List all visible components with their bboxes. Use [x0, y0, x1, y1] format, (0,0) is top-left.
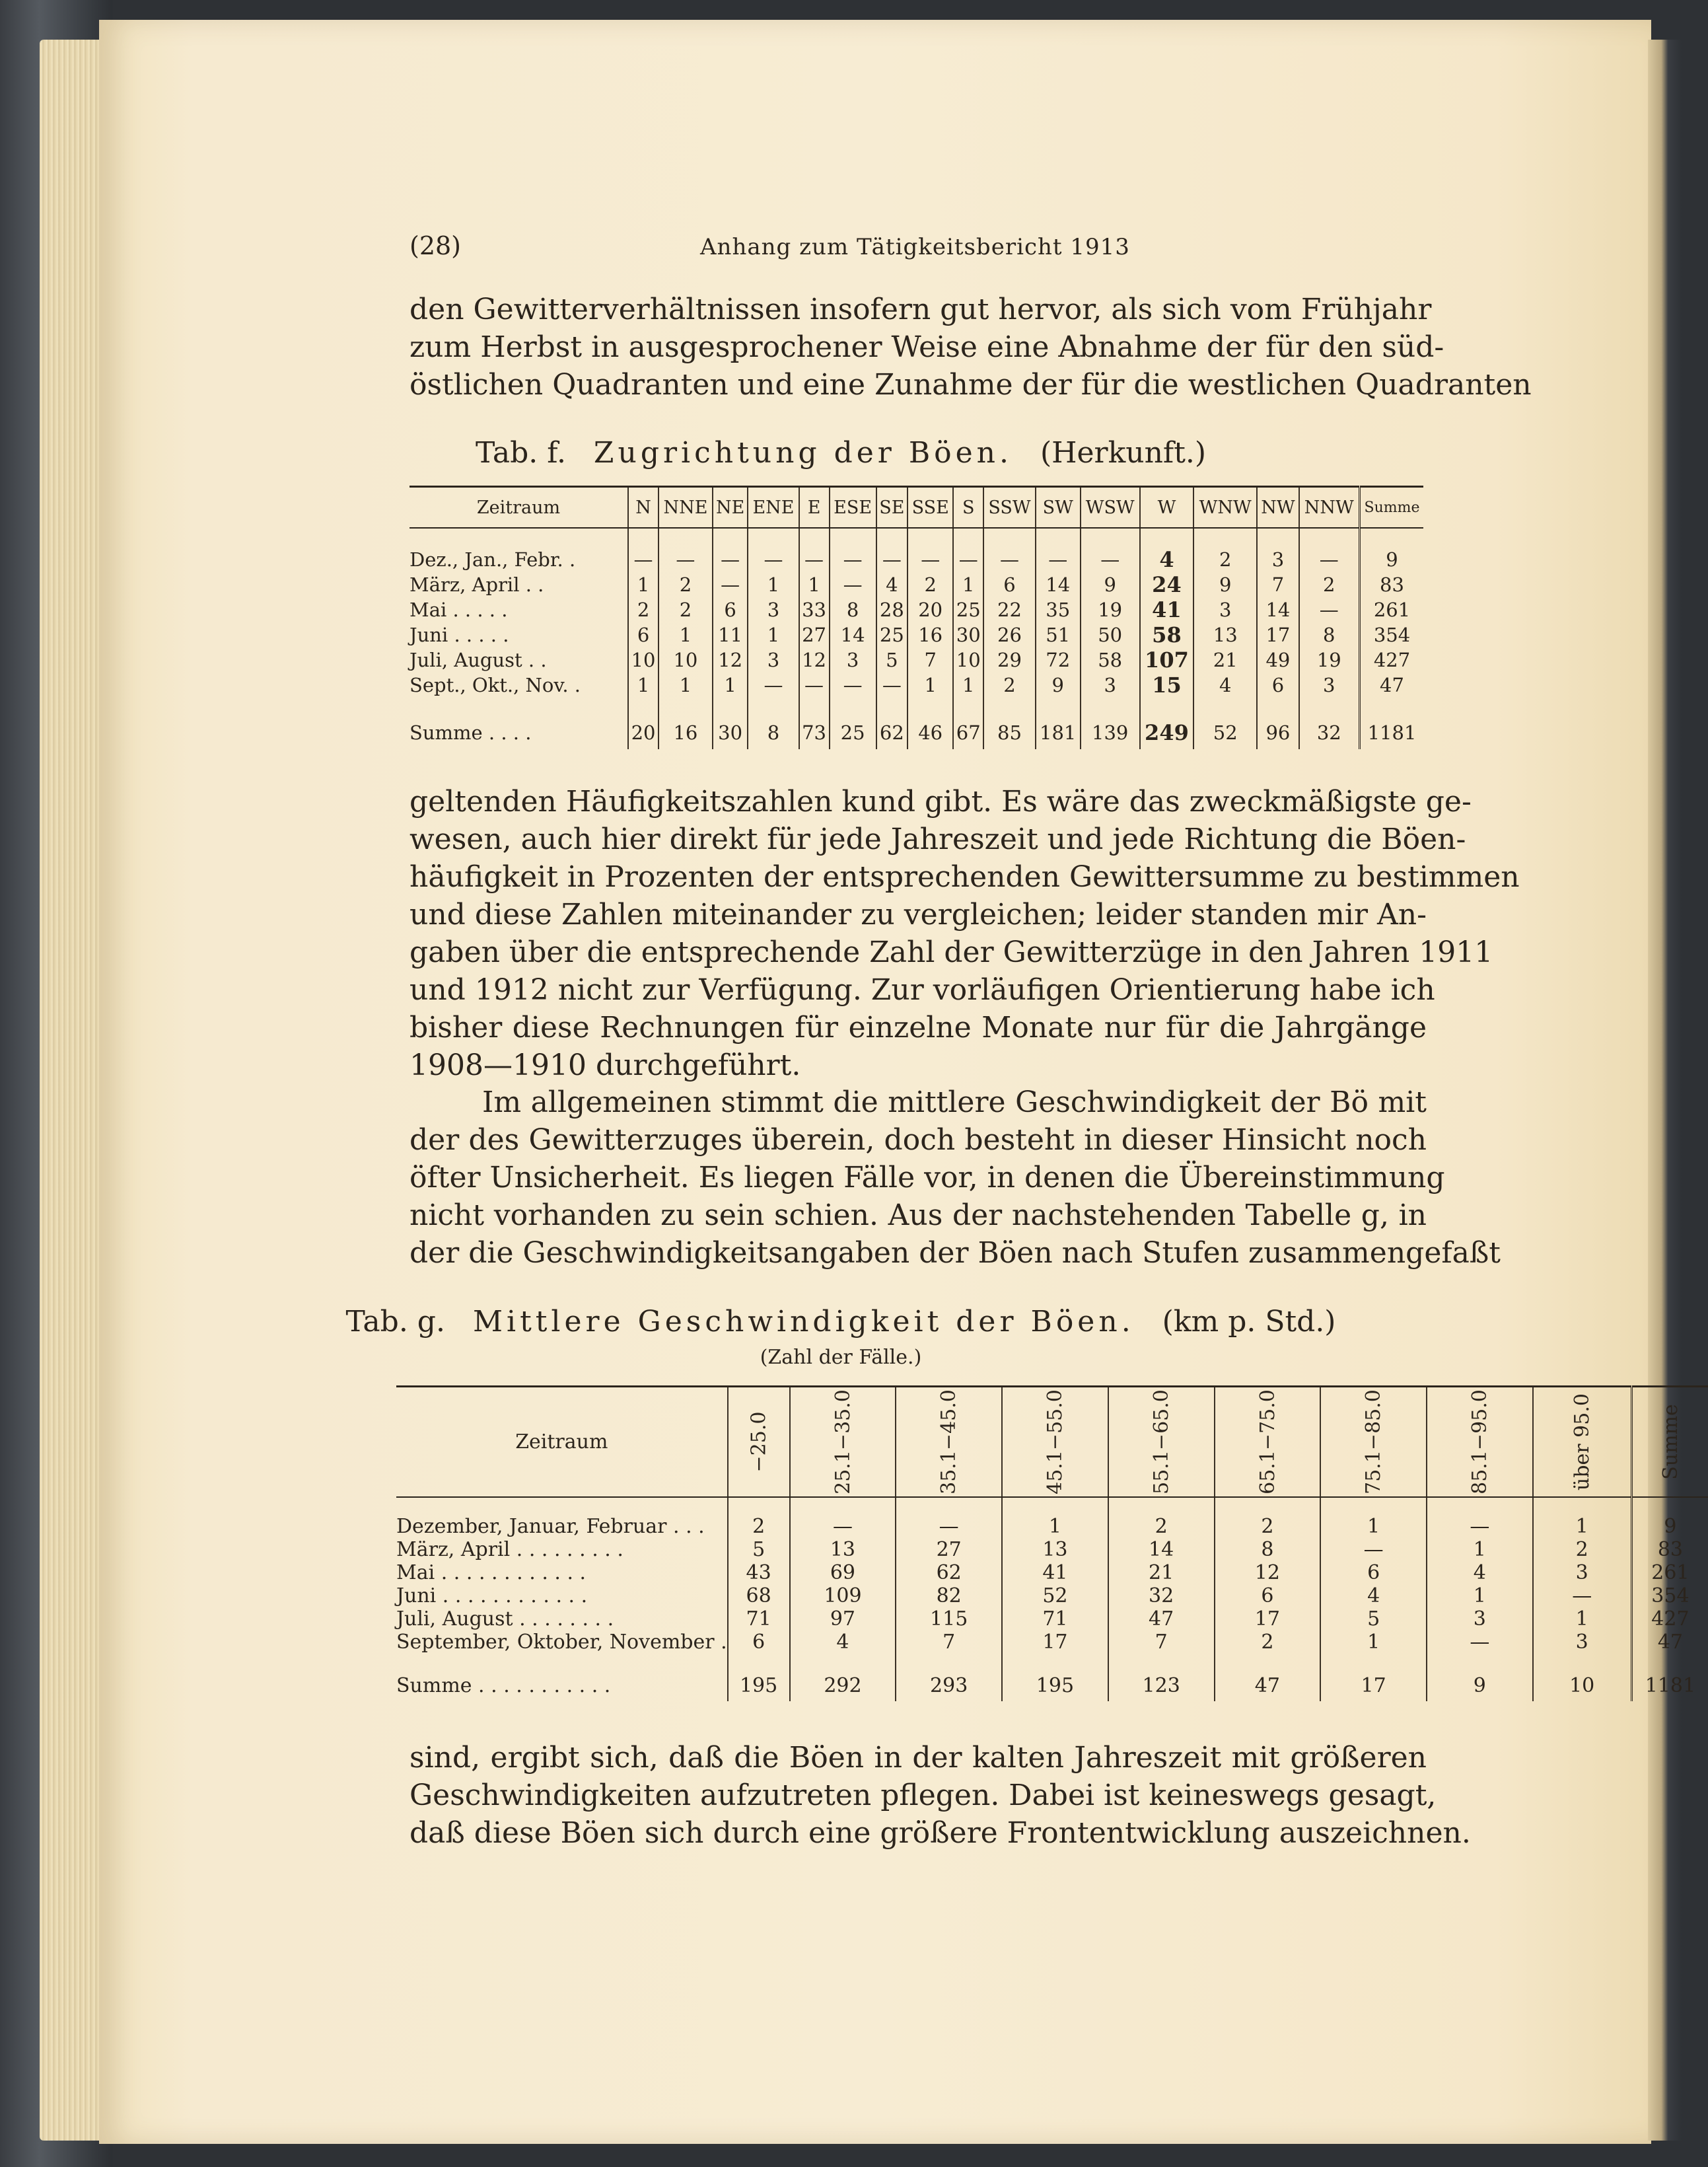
table-cell: —: [953, 528, 983, 572]
table-cell: —: [1081, 528, 1140, 572]
row-period-label: März, April . . . . . . . . .: [396, 1538, 623, 1561]
table-total-row: [396, 1663, 1708, 1701]
table-cell: 33: [799, 597, 830, 622]
row-sum-cell: 261: [1631, 1561, 1708, 1584]
table-cell: 62: [896, 1561, 1002, 1584]
text-line: sind, ergibt sich, daß die Böen in der kalten Jahreszeit mit größeren: [409, 1741, 1427, 1775]
table-g-caption-title: Mittlere Geschwindigkeit der Böen.: [472, 1305, 1135, 1339]
table-cell: 10: [1533, 1663, 1631, 1701]
row-sum-cell: 427: [1360, 647, 1424, 673]
table-cell: 7: [907, 647, 953, 673]
table-cell: 1: [1002, 1497, 1108, 1538]
table-cell: 85: [983, 708, 1036, 749]
table-cell: 7: [1108, 1631, 1215, 1663]
table-cell: 43: [728, 1561, 790, 1584]
table-cell: 1: [1320, 1631, 1427, 1663]
table-row: [396, 1631, 1708, 1663]
text-line: zum Herbst in ausgesprochener Weise eine Abnahme der für den süd-: [409, 330, 1444, 364]
table-cell: 2: [1533, 1538, 1631, 1561]
table-cell: 292: [790, 1663, 896, 1701]
table-g-subcaption: (Zahl der Fälle.): [760, 1346, 922, 1369]
table-cell: 16: [907, 622, 953, 647]
table-cell: 24: [1140, 572, 1193, 597]
table-cell: —: [658, 528, 713, 572]
column-header-speed: [1533, 1387, 1631, 1498]
table-cell: —: [748, 528, 799, 572]
speed-range-label: 85.1−95.0: [1468, 1389, 1491, 1494]
table-cell: 2: [728, 1497, 790, 1538]
table-cell: 181: [1036, 708, 1081, 749]
column-header-speed: [790, 1387, 896, 1498]
row-sum-cell: 427: [1631, 1607, 1708, 1631]
table-cell: 8: [1215, 1538, 1321, 1561]
table-cell: —: [748, 673, 799, 708]
table-f: [409, 486, 1423, 749]
text-line: öfter Unsicherheit. Es liegen Fälle vor, in denen die Übereinstimmung: [409, 1161, 1445, 1194]
table-cell: 1: [1533, 1607, 1631, 1631]
table-cell: 3: [1193, 597, 1257, 622]
table-cell: 15: [1140, 673, 1193, 708]
table-cell: 3: [748, 597, 799, 622]
table-cell: 10: [658, 647, 713, 673]
table-cell: 5: [728, 1538, 790, 1561]
row-period-label: Juni . . . . . . . . . . . .: [396, 1584, 588, 1607]
row-sum-cell: 83: [1631, 1538, 1708, 1561]
column-header-speed: [896, 1387, 1002, 1498]
table-cell: 6: [1257, 673, 1299, 708]
text-line: geltenden Häufigkeitszahlen kund gibt. Es wäre das zweckmäßigste ge-: [409, 785, 1472, 819]
table-cell: 3: [1081, 673, 1140, 708]
column-header-period: Zeitraum: [396, 1387, 728, 1498]
row-sum-cell: 47: [1631, 1631, 1708, 1663]
speed-range-label: 65.1−75.0: [1256, 1389, 1279, 1494]
table-cell: 107: [1140, 647, 1193, 673]
table-cell: 49: [1257, 647, 1299, 673]
table-cell: 12: [799, 647, 830, 673]
table-cell: 96: [1257, 708, 1299, 749]
table-cell: 1: [628, 673, 658, 708]
table-cell: —: [1320, 1538, 1427, 1561]
table-cell: 1: [1533, 1497, 1631, 1538]
table-cell: 25: [830, 708, 876, 749]
page-number: (28): [409, 231, 462, 260]
table-cell: 3: [830, 647, 876, 673]
table-cell: 6: [728, 1631, 790, 1663]
table-cell: 3: [1299, 673, 1360, 708]
table-g: [396, 1385, 1708, 1701]
table-row: [396, 1538, 1708, 1561]
text-line: gaben über die entsprechende Zahl der Gewitterzüge in den Jahren 1911: [409, 936, 1493, 969]
row-sum-cell: 9: [1360, 528, 1424, 572]
table-cell: 51: [1036, 622, 1081, 647]
table-cell: 9: [1081, 572, 1140, 597]
table-row: [409, 528, 1423, 572]
table-cell: 4: [876, 572, 908, 597]
table-f-caption-title: Zugrichtung der Böen.: [593, 436, 1013, 470]
table-cell: 14: [1108, 1538, 1215, 1561]
table-cell: 115: [896, 1607, 1002, 1631]
table-cell: 19: [1299, 647, 1360, 673]
table-cell: 62: [876, 708, 908, 749]
text-line: und 1912 nicht zur Verfügung. Zur vorläufigen Orientierung habe ich: [409, 973, 1435, 1007]
running-head: Anhang zum Tätigkeitsbericht 1913: [700, 234, 1130, 260]
table-cell: 9: [1193, 572, 1257, 597]
table-cell: 20: [907, 597, 953, 622]
paragraph-1: [409, 291, 1532, 404]
table-row: [396, 1561, 1708, 1584]
table-row: [396, 1584, 1708, 1607]
table-cell: 97: [790, 1607, 896, 1631]
column-header-sum: Summe: [1360, 487, 1424, 529]
right-cover-edge: [1648, 40, 1682, 2141]
row-period-label: Summe . . . .: [409, 721, 532, 744]
column-header-speed: [1320, 1387, 1427, 1498]
table-cell: 73: [799, 708, 830, 749]
table-cell: —: [830, 528, 876, 572]
table-cell: 3: [1257, 528, 1299, 572]
table-cell: 7: [896, 1631, 1002, 1663]
table-cell: 1: [748, 622, 799, 647]
column-header-speed: [1002, 1387, 1108, 1498]
table-cell: 1: [799, 572, 830, 597]
table-cell: 2: [983, 673, 1036, 708]
table-cell: 21: [1193, 647, 1257, 673]
table-row: [409, 597, 1423, 622]
table-cell: 1: [748, 572, 799, 597]
table-cell: 4: [1320, 1584, 1427, 1607]
table-cell: 30: [953, 622, 983, 647]
table-g-header-row: [396, 1387, 1708, 1498]
table-cell: 6: [713, 597, 748, 622]
row-period-label: Dez., Jan., Febr. .: [409, 548, 576, 571]
table-cell: 10: [628, 647, 658, 673]
table-cell: 41: [1140, 597, 1193, 622]
row-period-label: Mai . . . . .: [409, 599, 508, 621]
table-cell: 8: [1299, 622, 1360, 647]
column-header-direction: NW: [1257, 487, 1299, 529]
column-header-period: Zeitraum: [409, 487, 628, 529]
table-cell: 2: [1215, 1631, 1321, 1663]
table-cell: 12: [1215, 1561, 1321, 1584]
table-row: [409, 647, 1423, 673]
table-cell: —: [1427, 1631, 1533, 1663]
table-cell: 27: [799, 622, 830, 647]
table-cell: 19: [1081, 597, 1140, 622]
text-line: der des Gewitterzuges überein, doch besteht in dieser Hinsicht noch: [409, 1123, 1427, 1157]
table-cell: 71: [728, 1607, 790, 1631]
table-cell: 3: [1533, 1631, 1631, 1663]
table-cell: 47: [1108, 1607, 1215, 1631]
table-cell: 1: [907, 673, 953, 708]
table-cell: 41: [1002, 1561, 1108, 1584]
table-cell: —: [876, 673, 908, 708]
table-cell: 9: [1427, 1663, 1533, 1701]
table-cell: 1: [1427, 1584, 1533, 1607]
row-period-label: Dezember, Januar, Februar . . .: [396, 1515, 705, 1538]
table-cell: 195: [1002, 1663, 1108, 1701]
row-sum-cell: 354: [1360, 622, 1424, 647]
row-sum-cell: 1181: [1631, 1663, 1708, 1701]
table-cell: 1: [658, 622, 713, 647]
table-cell: 82: [896, 1584, 1002, 1607]
table-cell: 13: [790, 1538, 896, 1561]
table-cell: 17: [1002, 1631, 1108, 1663]
column-header-direction: WNW: [1193, 487, 1257, 529]
table-cell: 14: [1036, 572, 1081, 597]
table-cell: —: [799, 673, 830, 708]
text-line: wesen, auch hier direkt für jede Jahreszeit und jede Richtung die Böen-: [409, 823, 1466, 856]
table-cell: 35: [1036, 597, 1081, 622]
table-cell: 58: [1081, 647, 1140, 673]
table-cell: 109: [790, 1584, 896, 1607]
paragraph-3: [409, 1084, 1501, 1272]
table-total-row: [409, 708, 1423, 749]
table-cell: 20: [628, 708, 658, 749]
table-cell: 13: [1193, 622, 1257, 647]
table-cell: —: [713, 572, 748, 597]
row-period-label: Summe . . . . . . . . . . .: [396, 1673, 611, 1697]
table-cell: 32: [1108, 1584, 1215, 1607]
table-f-caption-prefix: Tab. f.: [475, 436, 566, 470]
text-line: nicht vorhanden zu sein schien. Aus der nachstehenden Tabelle g, in: [409, 1198, 1427, 1232]
column-header-direction: E: [799, 487, 830, 529]
table-cell: 28: [876, 597, 908, 622]
column-header-direction: WSW: [1081, 487, 1140, 529]
table-row: [409, 673, 1423, 708]
table-cell: 4: [1427, 1561, 1533, 1584]
column-header-direction: S: [953, 487, 983, 529]
table-cell: 3: [1533, 1561, 1631, 1584]
table-cell: —: [1299, 597, 1360, 622]
table-cell: 17: [1215, 1607, 1321, 1631]
table-cell: 10: [953, 647, 983, 673]
table-cell: 249: [1140, 708, 1193, 749]
table-cell: 21: [1108, 1561, 1215, 1584]
table-cell: 3: [748, 647, 799, 673]
table-cell: 2: [1215, 1497, 1321, 1538]
speed-range-label: 35.1−45.0: [937, 1389, 961, 1494]
table-cell: 58: [1140, 622, 1193, 647]
table-cell: 14: [830, 622, 876, 647]
table-cell: 30: [713, 708, 748, 749]
row-sum-cell: 9: [1631, 1497, 1708, 1538]
table-cell: 12: [713, 647, 748, 673]
table-cell: 1: [658, 673, 713, 708]
table-cell: 1: [1320, 1497, 1427, 1538]
table-cell: 2: [1108, 1497, 1215, 1538]
text-line: der die Geschwindigkeitsangaben der Böen nach Stufen zusammengefaßt: [409, 1236, 1501, 1270]
row-sum-cell: 1181: [1360, 708, 1424, 749]
table-cell: 1: [953, 572, 983, 597]
row-period-label: Juli, August . .: [409, 649, 547, 671]
table-cell: —: [1533, 1584, 1631, 1607]
table-cell: 2: [658, 572, 713, 597]
text-line: Im allgemeinen stimmt die mittlere Geschwindigkeit der Bö mit: [482, 1085, 1427, 1119]
row-period-label: Mai . . . . . . . . . . . .: [396, 1561, 587, 1584]
table-cell: 6: [628, 622, 658, 647]
column-header-direction: W: [1140, 487, 1193, 529]
column-header-direction: SW: [1036, 487, 1081, 529]
table-cell: 27: [896, 1538, 1002, 1561]
table-cell: 8: [830, 597, 876, 622]
column-header-speed: [1427, 1387, 1533, 1498]
text-line: und diese Zahlen miteinander zu vergleichen; leider standen mir An-: [409, 898, 1427, 932]
table-cell: 71: [1002, 1607, 1108, 1631]
table-g-caption-suffix: (km p. Std.): [1162, 1305, 1336, 1339]
text-line: daß diese Böen sich durch eine größere Frontentwicklung auszeichnen.: [409, 1816, 1471, 1850]
text-line: bisher diese Rechnungen für einzelne Monate nur für die Jahrgänge: [409, 1011, 1427, 1045]
table-cell: 2: [907, 572, 953, 597]
row-sum-cell: 354: [1631, 1584, 1708, 1607]
table-cell: 72: [1036, 647, 1081, 673]
column-header-speed: [728, 1387, 790, 1498]
column-header-speed: [1108, 1387, 1215, 1498]
table-cell: 5: [876, 647, 908, 673]
column-header-direction: SSW: [983, 487, 1036, 529]
table-g-caption: [0, 1305, 1682, 1339]
column-header-direction: ESE: [830, 487, 876, 529]
table-cell: 32: [1299, 708, 1360, 749]
table-row: [409, 622, 1423, 647]
table-cell: —: [790, 1497, 896, 1538]
column-header-direction: NE: [713, 487, 748, 529]
row-sum-cell: 261: [1360, 597, 1424, 622]
table-f-caption-suffix: (Herkunft.): [1040, 436, 1207, 470]
column-header-sum: [1631, 1387, 1708, 1498]
table-cell: 69: [790, 1561, 896, 1584]
table-cell: 22: [983, 597, 1036, 622]
table-cell: —: [799, 528, 830, 572]
table-cell: —: [830, 673, 876, 708]
speed-range-label: 55.1−65.0: [1149, 1389, 1173, 1494]
table-cell: 1: [628, 572, 658, 597]
row-period-label: September, Oktober, November .: [396, 1631, 727, 1654]
table-cell: 195: [728, 1663, 790, 1701]
text-line: 1908—1910 durchgeführt.: [409, 1048, 801, 1082]
table-cell: 67: [953, 708, 983, 749]
table-cell: 29: [983, 647, 1036, 673]
table-cell: —: [896, 1497, 1002, 1538]
table-cell: 123: [1108, 1663, 1215, 1701]
speed-range-label: 25.1−35.0: [831, 1389, 855, 1494]
page-header: [409, 231, 1427, 271]
table-cell: 16: [658, 708, 713, 749]
row-sum-cell: 47: [1360, 673, 1424, 708]
text-line: häufigkeit in Prozenten der entsprechenden Gewittersumme zu bestimmen: [409, 860, 1520, 894]
sum-label: Summe: [1658, 1404, 1682, 1480]
speed-range-label: über 95.0: [1570, 1393, 1594, 1490]
text-line: den Gewitterverhältnissen insofern gut hervor, als sich vom Frühjahr: [409, 293, 1432, 326]
table-cell: 25: [876, 622, 908, 647]
table-row: [396, 1607, 1708, 1631]
table-cell: —: [876, 528, 908, 572]
column-header-speed: [1215, 1387, 1321, 1498]
table-cell: 6: [1215, 1584, 1321, 1607]
table-cell: 6: [1320, 1561, 1427, 1584]
table-cell: 9: [1036, 673, 1081, 708]
table-cell: 293: [896, 1663, 1002, 1701]
speed-range-label: −25.0: [747, 1411, 771, 1473]
column-header-direction: ENE: [748, 487, 799, 529]
paragraph-4: [409, 1739, 1471, 1852]
table-cell: 8: [748, 708, 799, 749]
table-cell: 11: [713, 622, 748, 647]
table-cell: 4: [1193, 673, 1257, 708]
table-row: [409, 572, 1423, 597]
text-line: Geschwindigkeiten aufzutreten pflegen. Dabei ist keineswegs gesagt,: [409, 1779, 1437, 1812]
table-cell: 1: [713, 673, 748, 708]
table-cell: —: [1036, 528, 1081, 572]
table-cell: 139: [1081, 708, 1140, 749]
speed-range-label: 75.1−85.0: [1362, 1389, 1386, 1494]
speed-range-label: 45.1−55.0: [1043, 1389, 1067, 1494]
table-cell: 2: [1299, 572, 1360, 597]
table-cell: 52: [1193, 708, 1257, 749]
table-cell: 6: [983, 572, 1036, 597]
row-period-label: Sept., Okt., Nov. .: [409, 674, 581, 696]
table-cell: 2: [1193, 528, 1257, 572]
column-header-direction: SSE: [907, 487, 953, 529]
table-cell: —: [628, 528, 658, 572]
column-header-direction: SE: [876, 487, 908, 529]
table-cell: 4: [790, 1631, 896, 1663]
text-line: östlichen Quadranten und eine Zunahme der für die westlichen Quadranten: [409, 368, 1532, 402]
table-cell: —: [1299, 528, 1360, 572]
table-cell: —: [907, 528, 953, 572]
table-g-caption-prefix: Tab. g.: [345, 1305, 445, 1339]
table-cell: —: [1427, 1497, 1533, 1538]
table-f-caption: [0, 436, 1682, 470]
row-sum-cell: 83: [1360, 572, 1424, 597]
column-header-direction: NNE: [658, 487, 713, 529]
table-cell: 4: [1140, 528, 1193, 572]
table-cell: 1: [1427, 1538, 1533, 1561]
table-cell: 2: [658, 597, 713, 622]
paragraph-2: [409, 783, 1520, 1084]
table-cell: 68: [728, 1584, 790, 1607]
table-cell: 52: [1002, 1584, 1108, 1607]
table-row: [396, 1497, 1708, 1538]
table-cell: 5: [1320, 1607, 1427, 1631]
table-cell: 47: [1215, 1663, 1321, 1701]
table-cell: —: [713, 528, 748, 572]
table-cell: 46: [907, 708, 953, 749]
table-cell: 17: [1257, 622, 1299, 647]
table-cell: 13: [1002, 1538, 1108, 1561]
table-cell: 17: [1320, 1663, 1427, 1701]
table-cell: 3: [1427, 1607, 1533, 1631]
table-cell: —: [830, 572, 876, 597]
column-header-direction: NNW: [1299, 487, 1360, 529]
row-period-label: Juli, August . . . . . . . .: [396, 1607, 614, 1631]
table-cell: 14: [1257, 597, 1299, 622]
table-cell: 1: [953, 673, 983, 708]
column-header-direction: N: [628, 487, 658, 529]
table-cell: 7: [1257, 572, 1299, 597]
table-cell: 50: [1081, 622, 1140, 647]
table-f-header-row: [409, 487, 1423, 529]
table-cell: —: [983, 528, 1036, 572]
table-cell: 25: [953, 597, 983, 622]
row-period-label: Juni . . . . .: [409, 624, 509, 646]
table-cell: 2: [628, 597, 658, 622]
row-period-label: März, April . .: [409, 573, 544, 596]
table-cell: 26: [983, 622, 1036, 647]
